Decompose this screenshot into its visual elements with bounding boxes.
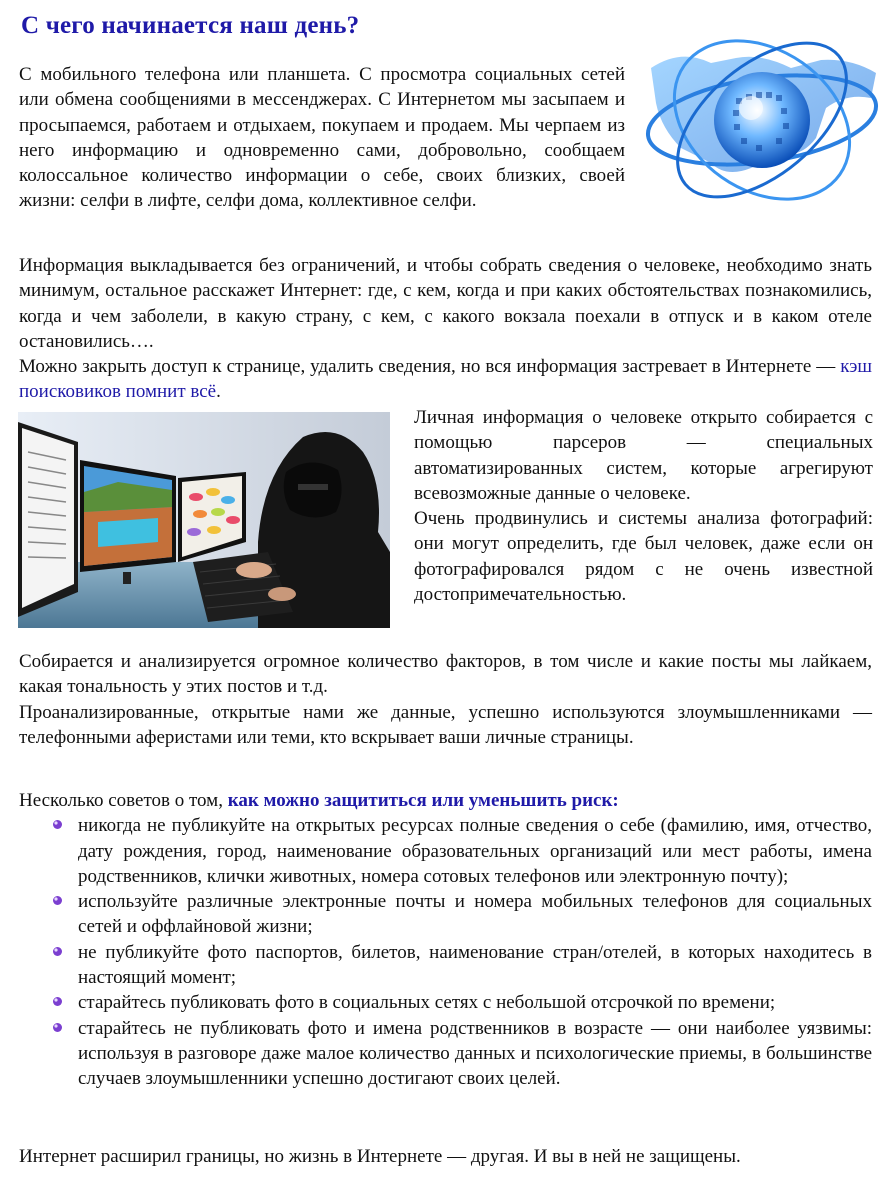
factors-section	[19, 649, 872, 750]
bullet-icon	[52, 946, 63, 957]
list-item	[78, 1016, 872, 1092]
tip-text: старайтесь не публиковать фото и имена родственников в возрасте — они наиболее уязвимы: используя в разговоре даже малое количество данных и психологические приемы, в большинстве случаев злоумышленники успешно достигают своих целей.	[78, 1017, 872, 1090]
intro-paragraph: С мобильного телефона или планшета. С просмотра социальных сетей или обмена сообщениями в мессенджерах. С Интернетом мы засыпаем и просыпаемся, работаем и отдыхаем, покупаем и продаем. Мы черпаем из него информацию и одновременно сами, добровольно, сообщаем колоссальное количество информации о себе, своих близких, своей жизни: селфи в лифте, селфи дома, коллективное селфи.	[19, 64, 625, 212]
page-title: С чего начинается наш день?	[21, 12, 360, 39]
list-item	[78, 813, 872, 889]
info-paragraph-2-text: Можно закрыть доступ к странице, удалить сведения, но вся информация застревает в Интернете —	[19, 356, 841, 378]
hacker-photo	[18, 412, 390, 628]
tips-intro-text: Несколько советов о том,	[19, 790, 228, 811]
tip-text: старайтесь публиковать фото в социальных сетях с небольшой отсрочкой по времени;	[78, 992, 776, 1014]
tips-section	[19, 788, 872, 1092]
cache-link-text: кэш поисковиков помнит всё	[19, 356, 872, 403]
list-item	[78, 889, 872, 940]
factors-paragraph-2: Проанализированные, открытые нами же данные, успешно используются злоумышленниками — телефонными аферистами или теми, кто вскрывает ваши личные страницы.	[19, 701, 872, 748]
parsers-section	[414, 405, 873, 607]
list-item	[78, 940, 872, 991]
list-item	[78, 990, 872, 1015]
bullet-icon	[52, 819, 63, 830]
tips-intro	[19, 788, 872, 813]
info-paragraph-2	[19, 354, 872, 405]
tip-text: не публикуйте фото паспортов, билетов, наименование стран/отелей, в которых находитесь в настоящий момент;	[78, 941, 872, 989]
closing-paragraph: Интернет расширил границы, но жизнь в Интернете — другая. И вы в ней не защищены.	[19, 1146, 741, 1167]
info-paragraph-1: Информация выкладывается без ограничений, и чтобы собрать сведения о человеке, необходимо знать минимум, остальное расскажет Интернет: где, с кем, когда и при каких обстоятельствах познакомились, когда и чем заболели, в какую страну, с кем, с какого вокзала поехали в отпуск и в каком отеле остановились….	[19, 255, 872, 352]
tips-list	[19, 813, 872, 1091]
bullet-icon	[52, 895, 63, 906]
info-paragraph-2-end: .	[216, 381, 221, 403]
info-section	[19, 253, 872, 405]
parsers-paragraph-1: Личная информация о человеке открыто собирается с помощью парсеров — специальных автоматизированных систем, которые агрегируют всевозможные данные о человеке.	[414, 407, 873, 504]
bullet-icon	[52, 996, 63, 1007]
bullet-icon	[52, 1022, 63, 1033]
parsers-paragraph-2: Очень продвинулись и системы анализа фотографий: они могут определить, где был человек, даже если он фотографировался рядом с не очень известной достопримечательностью.	[414, 508, 873, 606]
tip-text: никогда не публикуйте на открытых ресурсах полные сведения о себе (фамилию, имя, отчество, дату рождения, город, наименование образовательных организаций или мест работы, имена родственников, клички животных, номера сотовых телефонов или электронную почту);	[78, 815, 872, 887]
globe-illustration	[641, 28, 883, 206]
tips-intro-strong: как можно защититься или уменьшить риск:	[227, 790, 619, 811]
closing-section	[19, 1144, 872, 1169]
tip-text: используйте различные электронные почты и номера мобильных телефонов для социальных сетей и оффлайновой жизни;	[78, 891, 872, 938]
intro-section	[19, 62, 625, 214]
factors-paragraph-1: Собирается и анализируется огромное количество факторов, в том числе и какие посты мы лайкаем, какая тональность у этих постов и т.д.	[19, 651, 872, 698]
